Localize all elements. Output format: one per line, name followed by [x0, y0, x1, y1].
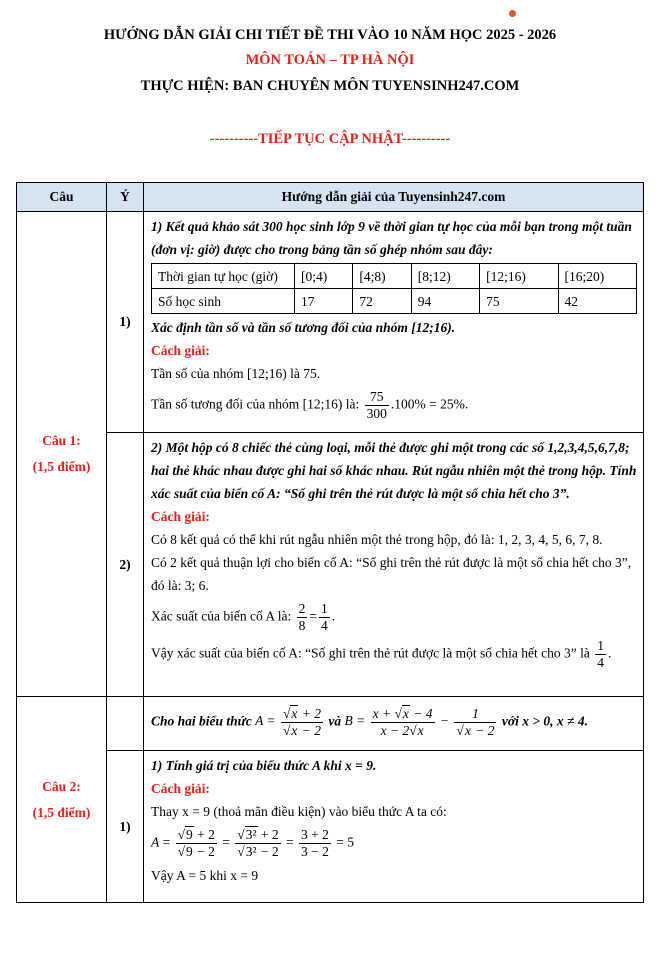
table-row — [17, 751, 644, 903]
q2-part1-method: Cách giải: — [151, 781, 210, 796]
header-guide: Hướng dẫn giải của Tuyensinh247.com — [144, 183, 644, 212]
table-row — [17, 433, 644, 697]
q1-part1-task: Xác định tần số và tần số tương đối của nhóm [12;16). — [151, 320, 456, 335]
q1-part2-line1: Có 8 kết quả có thể khi rút ngẫu nhiên một thẻ trong hộp, đó là: 1, 2, 3, 4, 5, 6, 7, 8. — [151, 532, 603, 547]
q1-part2-number: 2) — [107, 433, 144, 697]
header-cau: Câu — [17, 183, 107, 212]
update-notice: ----------TIẾP TỤC CẬP NHẬT---------- — [209, 131, 451, 147]
fraction: $\frac{2}{8}$ — [298, 601, 306, 633]
q1-part2-line4: Vậy xác suất của biến cố A: “Số ghi trên thẻ rút được là một số chia hết cho 3” là $\frac{1}{4}$ . — [151, 638, 612, 670]
q1-part2-prompt: 2) Một hộp có 8 chiếc thẻ cùng loại, mỗi thẻ được ghi một trong các số 1,2,3,4,5,6,7,8; hai thẻ khác nhau được ghi hai số khác nhau. Rút ngẫu nhiên một thẻ trong hộp. Tính xác suất của biến cố A: “Số ghi trên thẻ rút được là một số chia hết cho 3”. — [151, 440, 637, 501]
question-2-label: Câu 2: (1,5 điểm) — [17, 697, 107, 903]
page-title: HƯỚNG DẪN GIẢI CHI TIẾT ĐỀ THI VÀO 10 NĂM HỌC 2025 - 2026 — [103, 27, 557, 43]
fraction: $\frac{1}{4}$ — [320, 601, 328, 633]
table-row — [17, 212, 644, 433]
decorative-dot — [509, 10, 516, 17]
q1-part2-line3: Xác suất của biến cố A là: $\frac{2}{8}$ = $\frac{1}{4}$ . — [151, 601, 336, 633]
q2-part1-content — [144, 751, 644, 903]
subject-title: MÔN TOÁN – TP HÀ NỘI — [245, 52, 415, 68]
expression-b: B = $\frac{x + √x - 4}{x - 2√x}$ − $\frac{1}{√x - 2}$ — [344, 705, 495, 738]
q1-part1-content — [144, 212, 644, 433]
q1-part1-method: Cách giải: — [151, 343, 210, 358]
q2-intro: Cho hai biểu thức A = $\frac{√x + 2}{√x - 2}$ và B = $\frac{x + √x - 4}{x - 2√x}$ − $\frac{1}{√x - 2}$ với x > 0, x ≠ 4. — [144, 697, 644, 751]
header-y: Ý — [107, 183, 144, 212]
q2-part1-calc: A = $\frac{√9 + 2}{√9 - 2}$ = $\frac{\text{√3² + 2}}{\text{√3² − 2}}$ = $\frac{3 + 2}{3 - 2}$ = 5 — [151, 827, 355, 859]
fraction: $\frac{1}{4}$ — [597, 638, 604, 670]
q1-part2-content — [144, 433, 644, 697]
q1-part1-number: 1) — [107, 212, 144, 433]
table-row — [17, 697, 644, 751]
q2-part1-conclusion: Vậy A = 5 khi x = 9 — [151, 868, 259, 883]
freq-row-students: Số học sinh 17 72 94 75 42 — [152, 289, 637, 314]
q2-part1-line1: Thay x = 9 (thoả mãn điều kiện) vào biểu thức A ta có: — [151, 804, 447, 819]
expression-a: A = $\frac{√x + 2}{√x - 2}$ — [255, 705, 322, 738]
q2-part1-prompt: 1) Tính giá trị của biểu thức A khi x = 9. — [151, 758, 377, 773]
q1-part2-method: Cách giải: — [151, 509, 210, 524]
question-1-label: Câu 1: (1,5 điểm) — [17, 212, 107, 697]
table-header-row — [17, 183, 644, 212]
q1-part1-line2: Tần số tương đối của nhóm [12;16) là: $\frac{75}{300}$ .100% = 25%. — [151, 389, 469, 421]
solution-table — [16, 182, 644, 903]
freq-row-time: Thời gian tự học (giờ) [0;4) [4;8) [8;12) [12;16) [16;20) — [152, 264, 637, 289]
q1-part2-line2: Có 2 kết quả thuận lợi cho biến cố A: “Số ghi trên thẻ rút được là một số chia hết cho 3”, đó là: 3; 6. — [151, 555, 632, 593]
author-line: THỰC HIỆN: BAN CHUYÊN MÔN TUYENSINH247.COM — [140, 78, 520, 94]
q1-part1-prompt: 1) Kết quả khảo sát 300 học sinh lớp 9 về thời gian tự học của mỗi bạn trong một tuần (đơn vị: giờ) được cho trong bảng tần số ghép nhóm sau đây: — [151, 219, 632, 257]
frequency-table — [151, 263, 637, 314]
q2-part1-number: 1) — [107, 751, 144, 903]
q1-part1-line1: Tần số của nhóm [12;16) là 75. — [151, 366, 321, 381]
fraction: $\frac{75}{300}$ — [366, 389, 387, 421]
